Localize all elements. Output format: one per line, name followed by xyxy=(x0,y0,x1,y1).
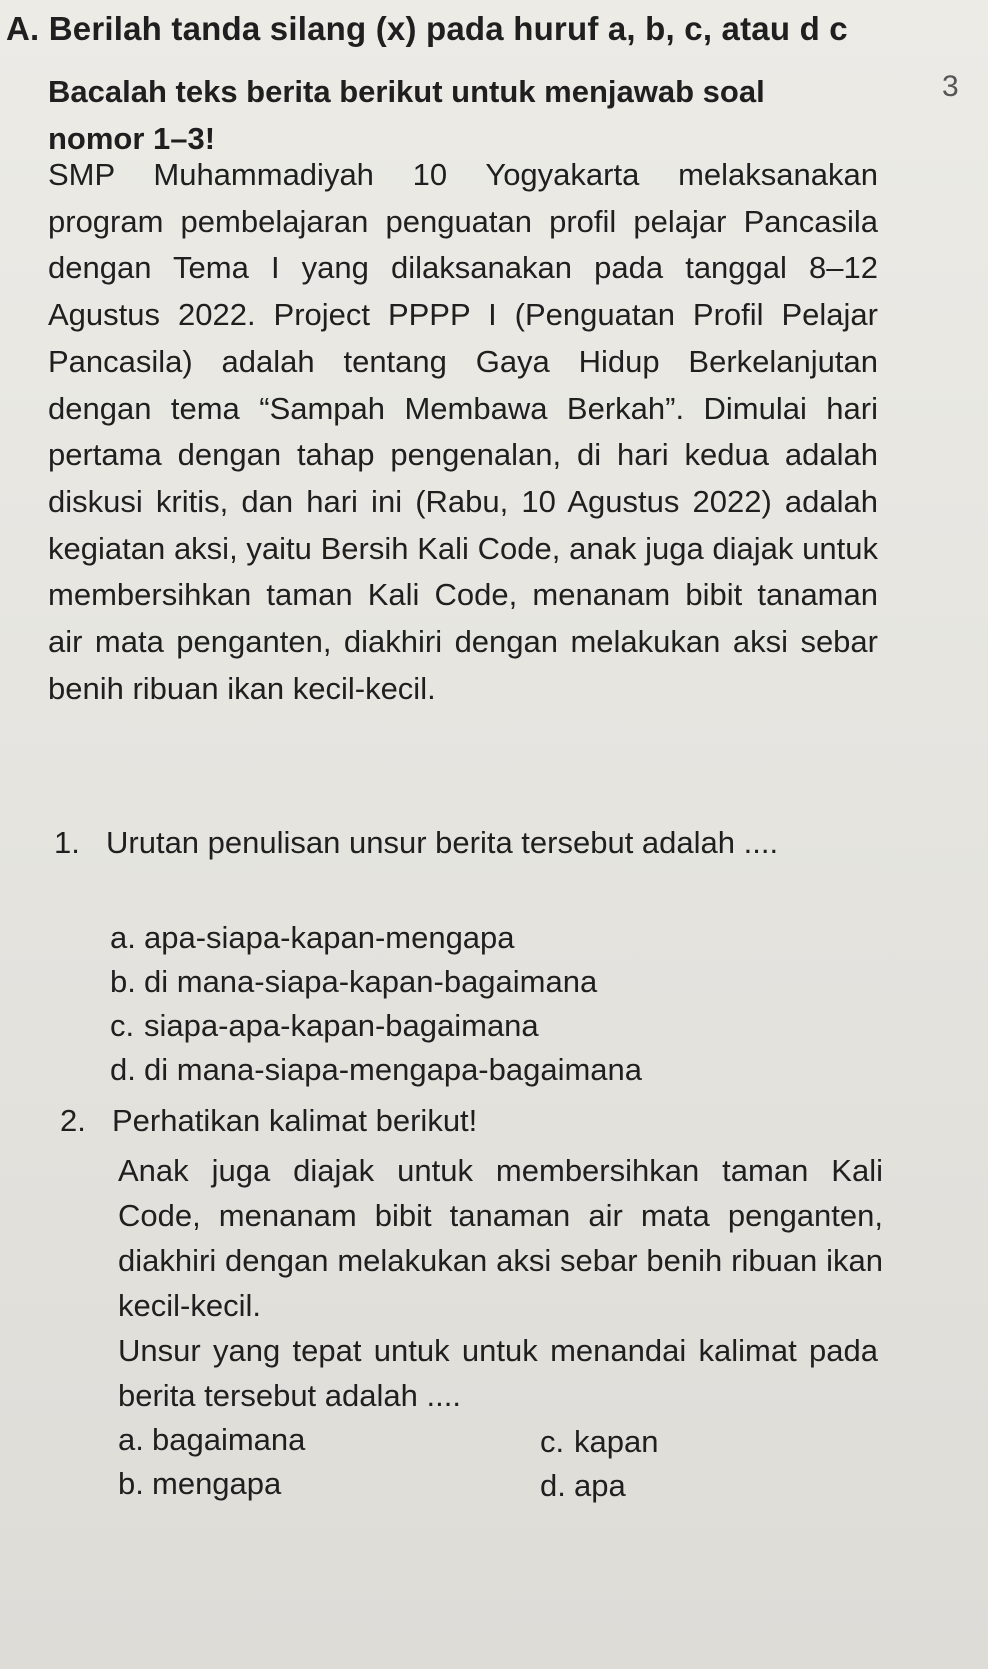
reading-instruction: Bacalah teks berita berikut untuk menjawab soal nomor 1–3! xyxy=(48,74,765,156)
option-text: bagaimana xyxy=(152,1422,306,1457)
question-2 xyxy=(60,1098,880,1148)
option-text: kapan xyxy=(574,1424,659,1459)
option-letter: a. xyxy=(110,920,136,955)
question-number: 1. xyxy=(54,825,80,860)
option-letter: a. xyxy=(118,1422,144,1457)
option-1c[interactable] xyxy=(110,1004,539,1048)
option-2a[interactable] xyxy=(118,1418,305,1462)
option-letter: c. xyxy=(110,1008,135,1043)
question-1 xyxy=(54,820,884,920)
option-1d[interactable] xyxy=(110,1048,642,1092)
option-letter: b. xyxy=(118,1466,144,1501)
option-text: di mana-siapa-mengapa-bagaimana xyxy=(144,1052,643,1087)
question-text: Perhatikan kalimat berikut! xyxy=(112,1103,478,1138)
section-title: A. Berilah tanda silang (x) pada huruf a, b, c, atau d c xyxy=(6,10,848,47)
option-letter: d. xyxy=(110,1052,136,1087)
option-1a[interactable] xyxy=(110,916,515,960)
question-number: 2. xyxy=(60,1103,86,1138)
option-1b[interactable] xyxy=(110,960,597,1004)
option-2b[interactable] xyxy=(118,1462,281,1506)
option-letter: b. xyxy=(110,964,136,999)
option-text: di mana-siapa-kapan-bagaimana xyxy=(144,964,598,999)
option-2c[interactable] xyxy=(540,1420,658,1464)
option-letter: c. xyxy=(540,1424,565,1459)
option-text: apa xyxy=(574,1468,626,1503)
option-text: mengapa xyxy=(152,1466,282,1501)
question-text: Urutan penulisan unsur berita tersebut adalah .... xyxy=(106,825,779,860)
option-text: siapa-apa-kapan-bagaimana xyxy=(144,1008,539,1043)
option-letter: d. xyxy=(540,1468,566,1503)
page-edge-mark: 3 xyxy=(942,70,959,103)
option-2d[interactable] xyxy=(540,1464,626,1508)
news-passage: SMP Muhammadiyah 10 Yogyakarta melaksanakan program pembelajaran penguatan profil pelajar Pancasila dengan Tema I yang dilaksanakan pada tanggal 8–12 Agustus 2022. Project PPPP I (Penguatan Profil Pelajar Pancasila) adalah tentang Gaya Hidup Berkelanjutan dengan tema “Sampah Membawa Berkah”. Dimulai hari pertama dengan tahap pengenalan, di hari kedua adalah diskusi kritis, dan hari ini (Rabu, 10 Agustus 2022) adalah kegiatan aksi, yaitu Bersih Kali Code, anak juga diajak untuk membersihkan taman Kali Code, menanam bibit tanaman air mata penganten, diakhiri dengan melakukan aksi sebar benih ribuan ikan kecil-kecil. xyxy=(48,157,878,706)
question-prompt: Unsur yang tepat untuk untuk menandai kalimat pada berita tersebut adalah .... xyxy=(118,1333,878,1413)
quoted-sentence: Anak juga diajak untuk membersihkan taman Kali Code, menanam bibit tanaman air mata penganten, diakhiri dengan melakukan aksi sebar benih ribuan ikan kecil-kecil. xyxy=(118,1153,883,1323)
option-text: apa-siapa-kapan-mengapa xyxy=(144,920,515,955)
